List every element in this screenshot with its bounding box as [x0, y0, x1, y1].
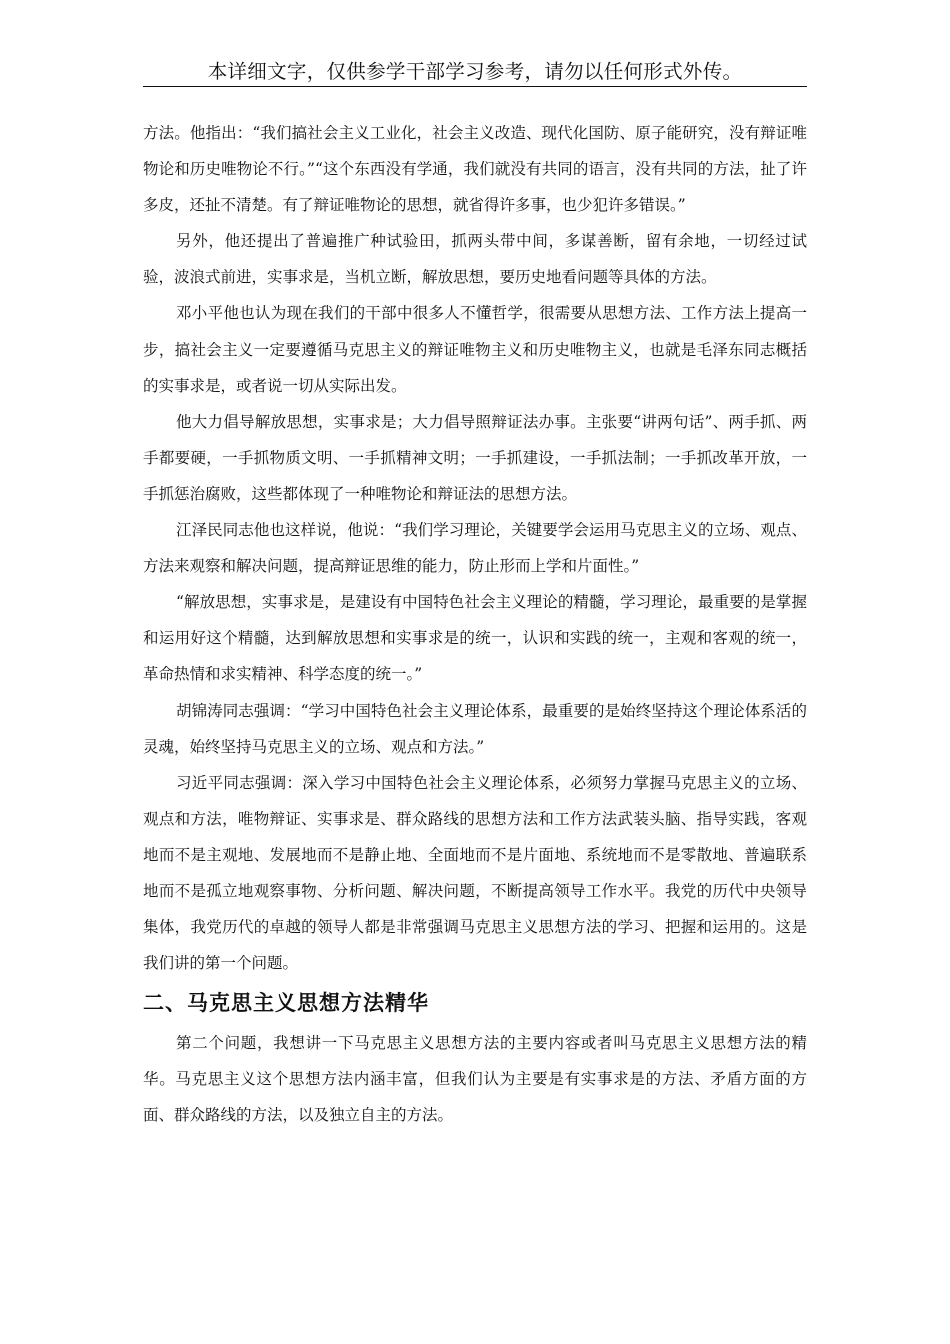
paragraph: 另外，他还提出了普遍推广种试验田，抓两头带中间，多谋善断，留有余地，一切经过试验，波浪式前进，实事求是，当机立断，解放思想，要历史地看问题等具体的方法。	[143, 232, 807, 287]
paragraph: “解放思想，实事求是，是建设有中国特色社会主义理论的精髓，学习理论，最重要的是掌握和运用好这个精髓，达到解放思想和实事求是的统一，认识和实践的统一，主观和客观的统一，革命热情和求实精神、科学态度的统一。”	[143, 593, 807, 684]
paragraph: 习近平同志强调：深入学习中国特色社会主义理论体系，必须努力掌握马克思主义的立场、观点和方法，唯物辩证、实事求是、群众路线的思想方法和工作方法武装头脑、指导实践，客观地而不是主观地、发展地而不是静止地、全面地而不是片面地、系统地而不是零散地、普遍联系地而不是孤立地观察事物、分析问题、解决问题，不断提高领导工作水平。我党的历代中央领导集体，我党历代的卓越的领导人都是非常强调马克思主义思想方法的学习、把握和运用的。这是我们讲的第一个问题。	[143, 773, 807, 973]
header-divider	[143, 86, 807, 87]
paragraph: 他大力倡导解放思想，实事求是；大力倡导照辩证法办事。主张要“讲两句话”、两手抓、两手都要硬，一手抓物质文明、一手抓精神文明；一手抓建设，一手抓法制；一手抓改革开放，一手抓惩治腐败，这些都体现了一种唯物论和辩证法的思想方法。	[143, 412, 807, 503]
paragraph-continuation: 方法。他指出：“我们搞社会主义工业化，社会主义改造、现代化国防、原子能研究，没有辩证唯物论和历史唯物论不行。”“这个东西没有学通，我们就没有共同的语言，没有共同的方法，扯了许多皮，还扯不清楚。有了辩证唯物论的思想，就省得许多事，也少犯许多错误。”	[143, 124, 807, 215]
section-heading: 二、马克思主义思想方法精华	[143, 991, 429, 1016]
page-header: 本详细文字，仅供参学干部学习参考，请勿以任何形式外传。	[207, 60, 743, 83]
paragraph: 第二个问题，我想讲一下马克思主义思想方法的主要内容或者叫马克思主义思想方法的精华。马克思主义这个思想方法内涵丰富，但我们认为主要是有实事求是的方法、矛盾方面的方面、群众路线的方法，以及独立自主的方法。	[143, 1034, 807, 1125]
paragraph: 胡锦涛同志强调：“学习中国特色社会主义理论体系，最重要的是始终坚持这个理论体系活的灵魂，始终坚持马克思主义的立场、观点和方法。”	[143, 701, 807, 756]
document-body	[143, 115, 807, 1134]
paragraph: 江泽民同志他也这样说，他说：“我们学习理论，关键要学会运用马克思主义的立场、观点、方法来观察和解决问题，提高辩证思维的能力，防止形而上学和片面性。”	[143, 521, 807, 576]
paragraph: 邓小平他也认为现在我们的干部中很多人不懂哲学，很需要从思想方法、工作方法上提高一步，搞社会主义一定要遵循马克思主义的辩证唯物主义和历史唯物主义，也就是毛泽东同志概括的实事求是，或者说一切从实际出发。	[143, 304, 807, 395]
